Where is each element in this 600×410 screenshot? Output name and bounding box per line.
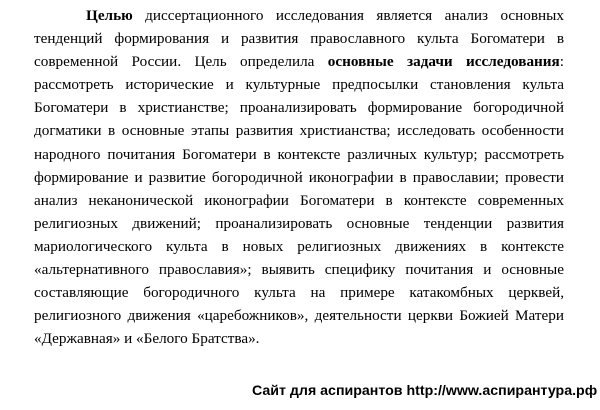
paragraph-line (34, 304, 564, 327)
text-run: составляющие богородичного культа на примере катакомбных церквей, (34, 284, 564, 302)
paragraph-line (34, 143, 564, 166)
paragraph-line (34, 189, 564, 212)
paragraph-line (34, 50, 564, 73)
bold-text-run: основные задачи исследования (327, 53, 560, 71)
text-run: догматики в основные этапы развития христианства; исследовать особенности (34, 122, 564, 140)
text-run: анализ неканонической иконографии Богоматери в контексте современных (34, 191, 564, 209)
paragraph-line (34, 235, 564, 258)
text-run: Богоматери в христианстве; проанализировать формирование богородичной (34, 99, 564, 117)
paragraph-line (34, 96, 564, 119)
text-run: религиозных движений; проанализировать основные тенденции развития (34, 214, 564, 232)
text-run: формирование и развитие богородичной иконографии в православии; провести (34, 168, 564, 186)
paragraph-line (34, 281, 564, 304)
text-run: диссертационного исследования является анализ основных (132, 7, 564, 24)
paragraph-line (34, 73, 564, 96)
text-run: народного почитания Богоматери в контексте различных культур; рассмотреть (34, 145, 564, 163)
text-run: «Державная» и «Белого Братства». (34, 330, 260, 348)
text-run: религиозного движения «царебожников», деятельности церкви Божией Матери (34, 307, 564, 325)
paragraph-line (34, 258, 564, 281)
paragraph-line (34, 212, 564, 235)
paragraph-line (34, 327, 564, 350)
site-footer-caption: Сайт для аспирантов http://www.аспирантура.рф (252, 383, 598, 399)
paragraph-line (34, 166, 564, 189)
text-run: рассмотреть исторические и культурные предпосылки становления культа (34, 76, 564, 94)
text-run: : (559, 53, 564, 71)
text-run: «альтернативного православия»; выявить специфику почитания и основные (34, 261, 564, 279)
dissertation-goal-paragraph (34, 4, 564, 350)
text-run: мариологического культа в новых религиозных движениях в контексте (34, 237, 564, 255)
bold-text-run: Целью (86, 7, 133, 24)
text-run: тенденций формирования и развития православного культа Богоматери в (34, 30, 564, 48)
paragraph-line (34, 27, 564, 50)
paragraph-line (34, 4, 564, 27)
paragraph-line (34, 119, 564, 142)
text-run: современной России. Цель определила (34, 53, 328, 71)
